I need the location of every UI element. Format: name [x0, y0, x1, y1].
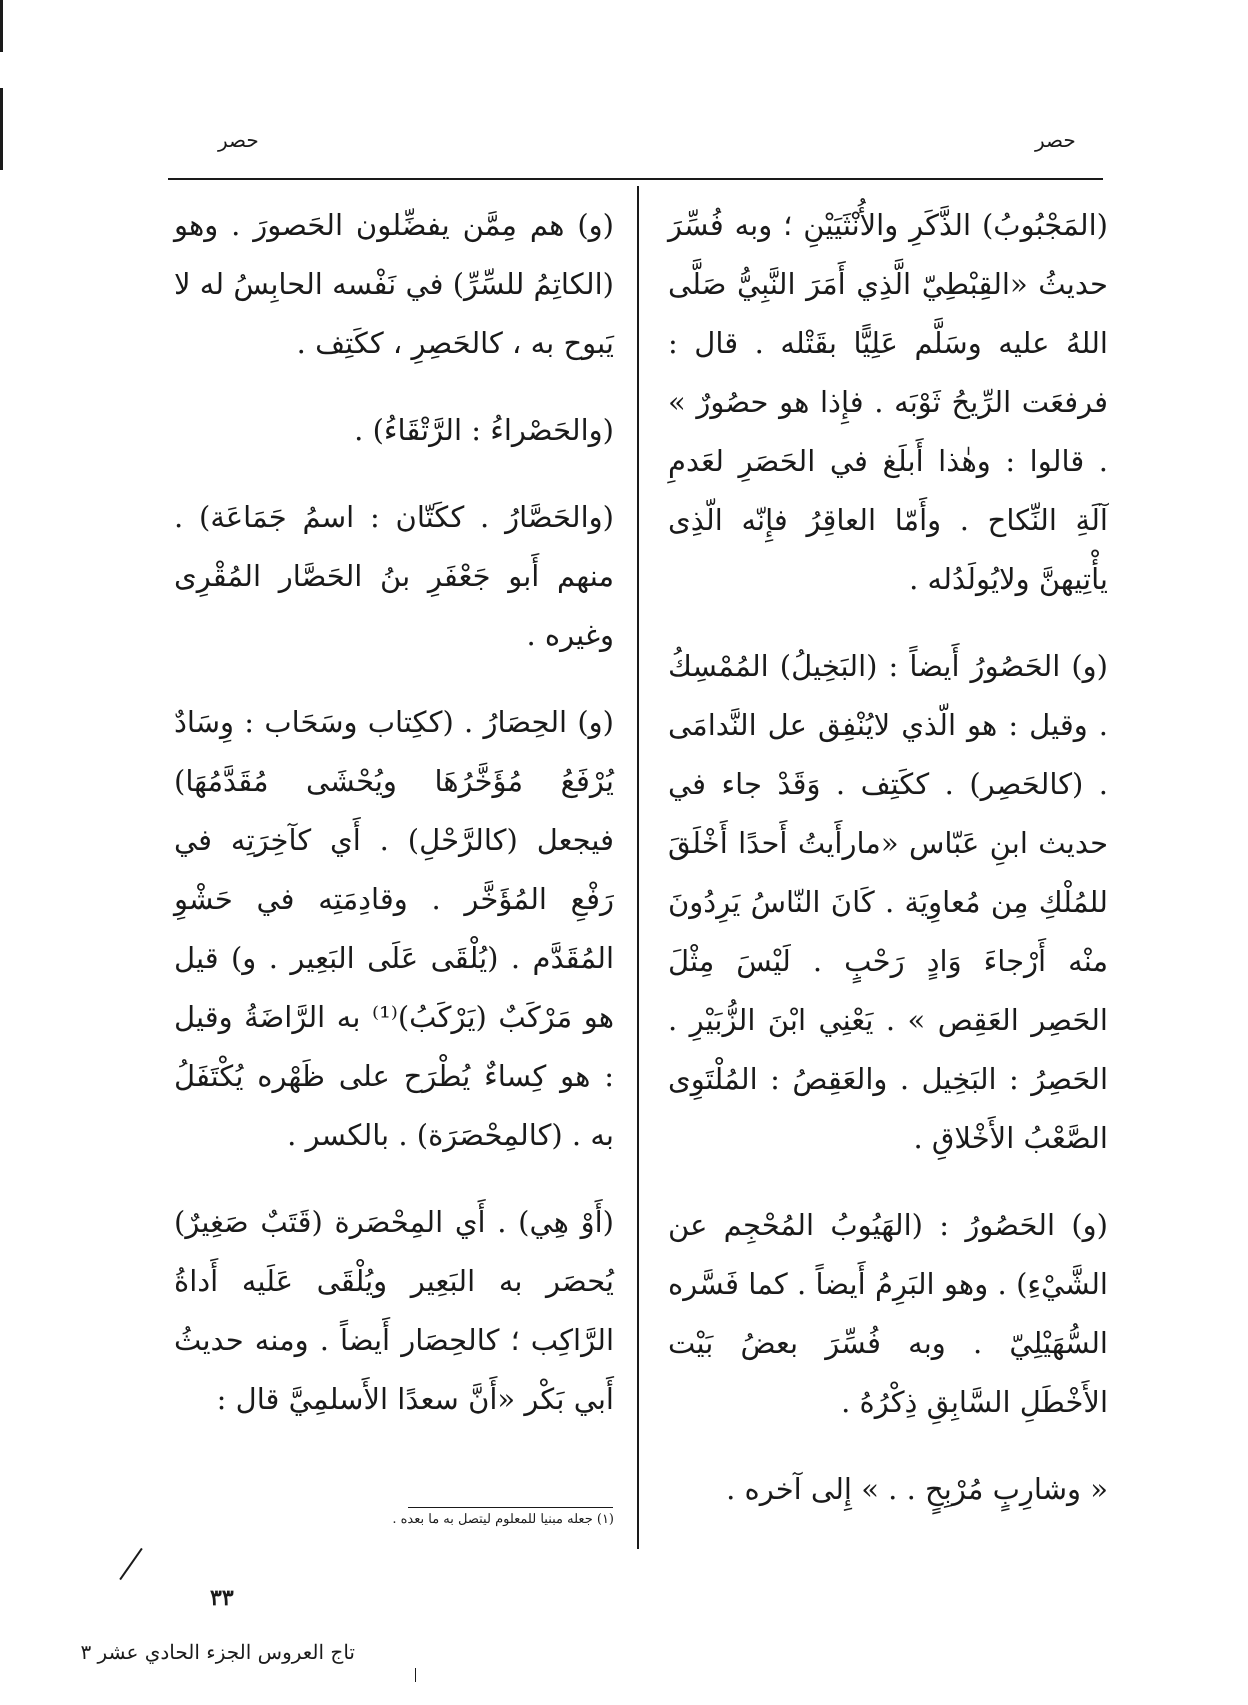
paragraph: (أَوْ هِي) . أَي المِحْصَرة (قَتَبٌ صَغِيرٌ) يُحصَر به البَعِير ويُلْقَى عَلَيه أَداةُ الرَّاكِب ؛ كالحِصَار أَيضاً . ومنه حديثُ أَبي بَكْر «أَنَّ سعدًا الأَسلمِيَّ قال : [174, 1205, 614, 1416]
source-line: تاج العروس الجزء الحادي عشر ٣ [80, 1640, 355, 1664]
paragraph: (و) هم مِمَّن يفضِّلون الحَصورَ . وهو (الكاتِمُ للسِّرِّ) في نَفْسه الحابِسُ له لا يَبوح به ، كالحَصِرِ ، ككَتِف . [174, 208, 614, 360]
footnote: (١) جعله مبنيا للمعلوم ليتصل به ما بعده . [392, 1512, 614, 1527]
left-column [174, 196, 614, 1457]
right-column [668, 196, 1108, 1547]
header-rule [168, 178, 1103, 180]
scan-edge-mark [0, 88, 3, 170]
paragraph: (المَجْبُوبُ) الذَّكَرِ والأُنْثَيَيْنِ ؛ وبه فُسِّرَ حديثُ «القِبْطِيّ الَّذِي أَمَرَ النَّبِيُّ صَلَّى اللهُ عليه وسَلَّم عَلِيًّا بقَتْله . قال : فرفعَت الرِّيحُ ثَوْبَه . فإِذا هو حصُورٌ » . قالوا : وهٰذا أَبلَغ في الحَصَرِ لعَدمِ آلَةِ النِّكاح . وأَمّا العاقِرُ فإِنّه الّذِى يأْتِيهنَّ ولايُولَدُله . [668, 208, 1108, 596]
page-number: ٣٣ [210, 1585, 234, 1611]
paragraph: (والحَصَّارُ . ككَتّان : اسمُ جَمَاعَة) . منهم أَبو جَعْفَرِ بنُ الحَصَّار المُقْرِى وغيره . [174, 500, 614, 652]
column-divider [637, 186, 639, 1549]
pen-mark [119, 1548, 142, 1580]
scan-edge-mark [0, 0, 3, 52]
paragraph: « وشارِبٍ مُرْبِحٍ . . » إِلى آخره . [726, 1472, 1108, 1506]
paragraph: (والحَصْراءُ : الرَّتْقَاءُ) . [354, 413, 614, 447]
paragraph: (و) الحَصُورُ أَيضاً : (البَخِيلُ) المُمْسِكُ . وقيل : هو الّذي لايُنْفِق عل النَّدامَى . (كالحَصِر) . ككَتِف . وَقَدْ جاء في حديث ابنِ عَبّاس «مارأَيتُ أَحدًا أَخْلَقَ للمُلْكِ مِن مُعاوِيَة . كَانَ النّاسُ يَرِدُونَ منْه أَرْجاءَ وَادٍ رَحْبٍ . لَيْسَ مِثْلَ الحَصِر العَقِص » . يَعْنِي ابْنَ الزُّبَيْرِ . الحَصِرُ : البَخِيل . والعَقِصُ : المُلْتَوِى الصَّعْبُ الأَخْلاقِ . [668, 649, 1108, 1155]
paragraph: (و) الحَصُورُ : (الهَيُوبُ المُحْجِم عن الشَّيْءِ) . وهو البَرِمُ أَيضاً . كما فَسَّره السُّهَيْلِيّ . وبه فُسِّرَ بعضُ بَيْت الأَخْطَلِ السَّابِقِ ذِكْرُهُ . [668, 1208, 1108, 1419]
running-header-right: حصر [1035, 128, 1076, 152]
running-header-left: حصر [218, 128, 259, 152]
footnote-rule [408, 1507, 613, 1508]
scan-tick-mark [415, 1668, 416, 1682]
paragraph: (و) الحِصَارُ . (ككِتاب وسَحَاب : وِسَادٌ يُرْفَعُ مُؤَخَّرُهَا ويُحْشَى مُقَدَّمُهَا) فيجعل (كالرَّحْلِ) . أَي كآخِرَتِه في رَفْعِ المُؤَخَّر . وقادِمَتِه في حَشْوِ المُقَدَّم . (يُلْقَى عَلَى البَعِير . و) قيل هو مَرْكَبٌ (يَرْكَبُ)⁽¹⁾ به الرَّاضَةُ وقيل : هو كِساءٌ يُطْرَح على ظَهْره يُكْتَفَلُ به . (كالمِحْصَرَة) . بالكسر . [174, 705, 614, 1152]
